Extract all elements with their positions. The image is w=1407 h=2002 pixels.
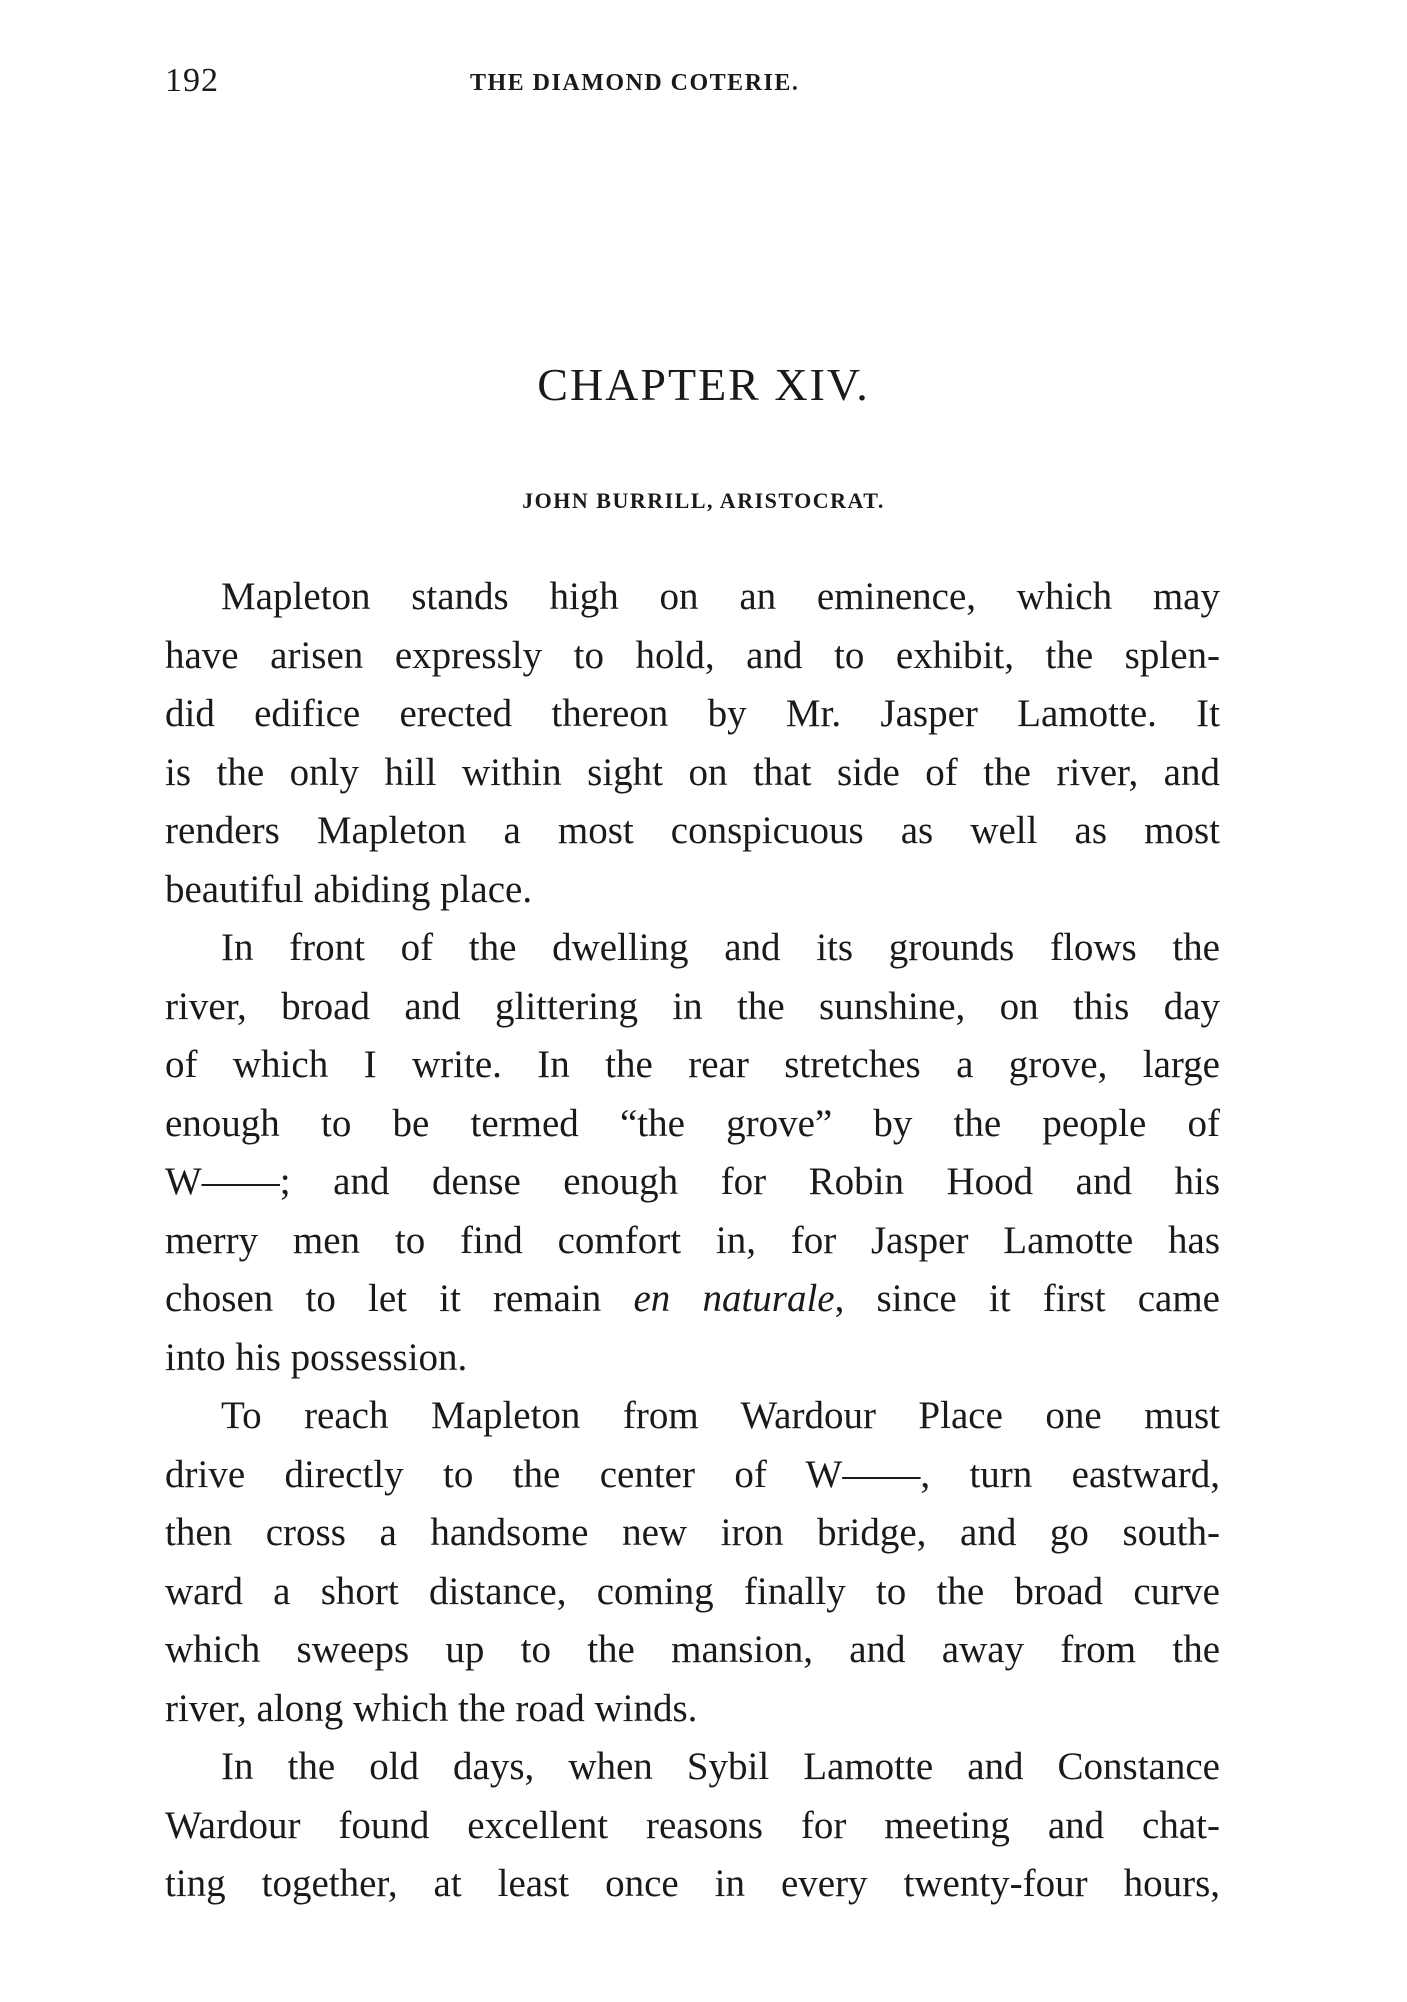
text-line: W——; and dense enough for Robin Hood and his — [165, 1160, 1220, 1203]
chapter-heading: CHAPTER XIV. — [537, 359, 870, 410]
text-line: Wardour found excellent reasons for meeting and chat- — [165, 1803, 1220, 1847]
running-head — [165, 62, 1225, 112]
running-title: THE DIAMOND COTERIE. — [470, 70, 800, 96]
text-line: merry men to find comfort in, for Jasper Lamotte has — [165, 1218, 1220, 1262]
text-line: into his possession. — [165, 1335, 468, 1379]
text-line: river, broad and glittering in the sunshine, on this day — [165, 984, 1220, 1028]
text-line: drive directly to the center of W——, turn eastward, — [165, 1452, 1220, 1496]
text-line: ting together, at least once in every twenty-four hours, — [165, 1862, 1220, 1905]
text-line: In front of the dwelling and its grounds flows the — [221, 926, 1220, 969]
paragraph-1 — [165, 568, 1220, 919]
text-line: In the old days, when Sybil Lamotte and Constance — [221, 1745, 1220, 1788]
text-line: of which I write. In the rear stretches a grove, large — [165, 1043, 1220, 1086]
text-line: river, along which the road winds. — [165, 1686, 698, 1730]
text-segment: , since it first came — [834, 1277, 1220, 1320]
text-segment: chosen to let it remain — [165, 1277, 634, 1320]
text-line: To reach Mapleton from Wardour Place one must — [221, 1394, 1220, 1437]
text-line: Mapleton stands high on an eminence, which may — [221, 575, 1220, 618]
text-line: then cross a handsome new iron bridge, and go south- — [165, 1511, 1220, 1554]
italic-phrase: en naturale — [633, 1277, 835, 1320]
text-line: did edifice erected thereon by Mr. Jasper Lamotte. It — [165, 692, 1220, 735]
chapter-subtitle: JOHN BURRILL, ARISTOCRAT. — [522, 488, 885, 513]
text-line: renders Mapleton a most conspicuous as well as most — [165, 809, 1220, 852]
paragraph-4 — [165, 1738, 1220, 1914]
page-number: 192 — [165, 62, 219, 99]
paragraph-3 — [165, 1387, 1220, 1738]
text-line: is the only hill within sight on that side of the river, and — [165, 750, 1220, 794]
text-line — [165, 1270, 1220, 1329]
text-line: enough to be termed “the grove” by the people of — [165, 1101, 1220, 1145]
text-line: beautiful abiding place. — [165, 867, 533, 911]
text-line: which sweeps up to the mansion, and away from the — [165, 1628, 1220, 1671]
text-line: ward a short distance, coming finally to the broad curve — [165, 1569, 1220, 1613]
paragraph-2 — [165, 919, 1220, 1387]
body-text — [165, 568, 1220, 1914]
text-line: have arisen expressly to hold, and to exhibit, the splen- — [165, 633, 1220, 677]
